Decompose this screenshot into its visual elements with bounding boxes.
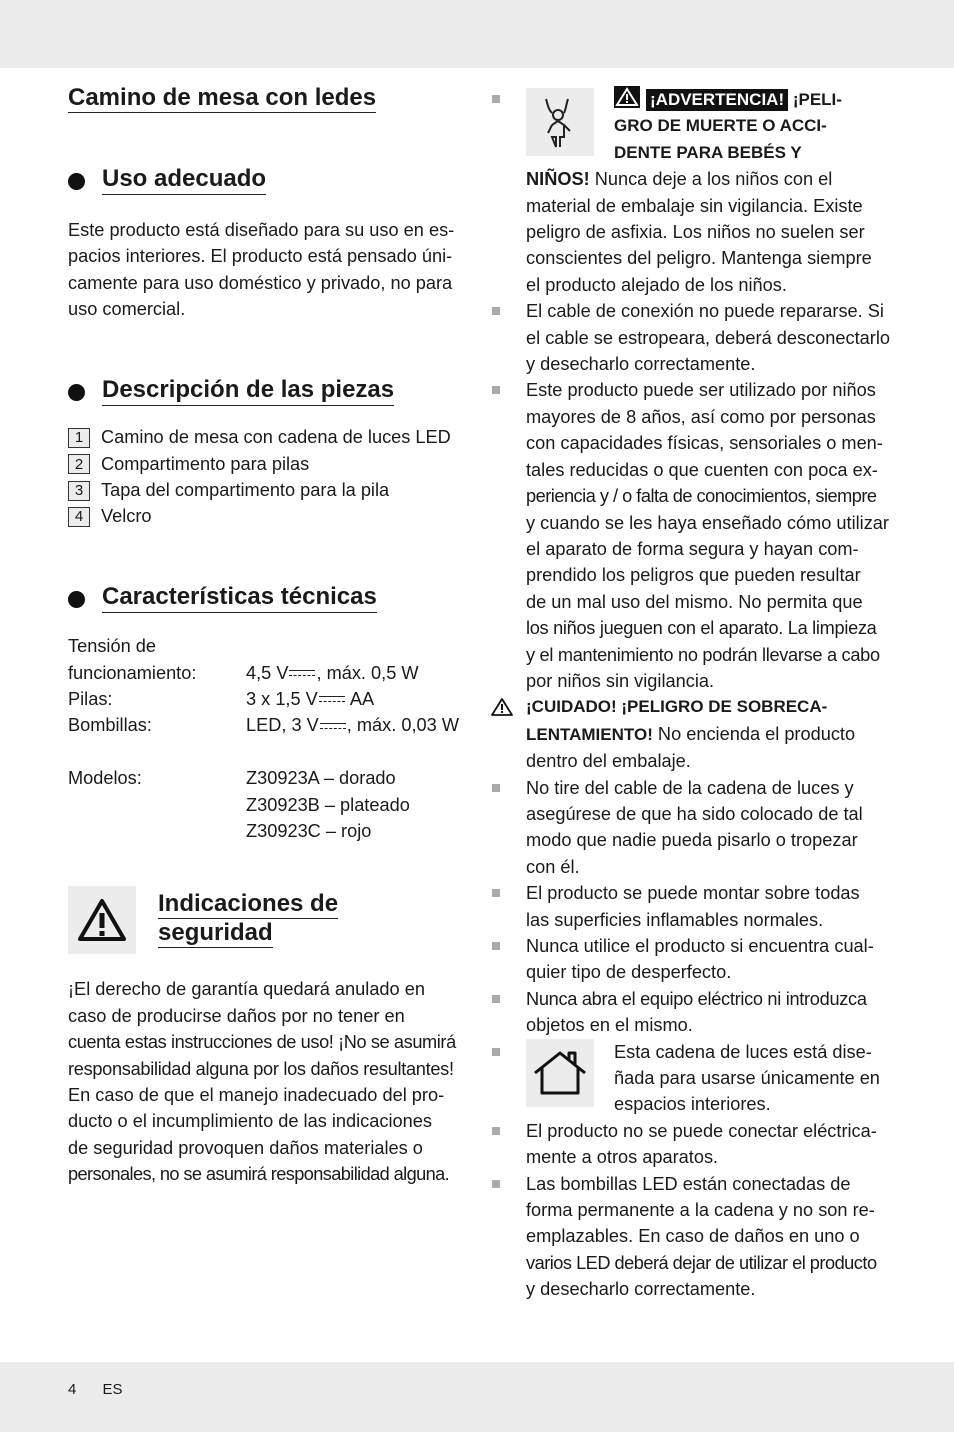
square-bullet-icon [492, 1048, 500, 1056]
warning-triangle-icon [68, 886, 136, 954]
dc-symbol-icon [319, 695, 345, 705]
square-bullet-icon [492, 95, 500, 103]
list-item: 4 Velcro [68, 504, 464, 530]
dc-symbol-icon [320, 722, 346, 732]
top-band [0, 0, 954, 68]
section-heading-seguridad: Indicaciones de seguridad [68, 886, 464, 956]
list-item: Esta cadena de luces está dise- ñada para usarse únicamente en espacios interiores. [490, 1039, 890, 1118]
list-item: El producto se puede montar sobre todas las superficies inflamables normales. [490, 880, 890, 933]
seguridad-paragraph: ¡El derecho de garantía quedará anulado en caso de producirse daños por no tener en cuenta estas instrucciones de uso! ¡No se asumirá responsabilidad alguna por los daños resultantes! En caso de que el manejo inadecuado del pro- ducto o el incumplimiento de las indicaciones de seguridad provoquen daños materiales o personales, no se asumirá responsabilidad alguna. [68, 979, 456, 1185]
bullet-dot-icon [68, 173, 85, 190]
list-item: Este producto puede ser utilizado por niños mayores de 8 años, así como por personas con capacidades físicas, sensoriales o men- tales reducidas o que cuenten con poca ex- periencia y / o falta de conocimientos, siempre y cuando se les haya enseñado cómo utilizar el aparato de forma segura y hayan com- prendido los peligros que pueden resultar de un mal uso del mismo. No permita que los niños jueguen con el aparato. La limpieza y el mantenimiento no podrán llevarse a cabo por niños sin vigilancia. [490, 377, 890, 694]
section-heading-piezas: Descripción de las piezas [68, 375, 464, 406]
section-heading-uso: Uso adecuado [68, 164, 464, 195]
warning-label: ¡ADVERTENCIA! [646, 89, 788, 111]
square-bullet-icon [492, 1127, 500, 1135]
right-column [490, 84, 890, 1303]
section-heading-tecnicas: Características técnicas [68, 582, 464, 613]
page-number: 4 [68, 1381, 77, 1398]
child-with-cord-icon [526, 88, 594, 156]
square-bullet-icon [492, 1180, 500, 1188]
uso-paragraph: Este producto está diseñado para su uso en es- pacios interiores. El producto está pensado úni- camente para uso doméstico y privado, no para uso comercial. [68, 220, 455, 320]
square-bullet-icon [492, 995, 500, 1003]
list-item: 2 Compartimento para pilas [68, 451, 464, 477]
list-item: 1 Camino de mesa con cadena de luces LED [68, 425, 464, 451]
left-column [68, 84, 464, 1188]
square-bullet-icon [492, 307, 500, 315]
parts-list [68, 425, 464, 531]
list-item: Nunca abra el equipo eléctrico ni introduzca objetos en el mismo. [490, 986, 890, 1039]
warning-triangle-icon [490, 697, 514, 722]
warning-triangle-icon [614, 86, 640, 108]
list-item: El producto no se puede conectar eléctrica- mente a otros aparatos. [490, 1118, 890, 1171]
list-item: El cable de conexión no puede repararse. Si el cable se estropeara, deberá desconectarlo y desecharlo correctamente. [490, 298, 890, 377]
list-item: Nunca utilice el producto si encuentra cual- quier tipo de desperfecto. [490, 933, 890, 986]
list-item: No tire del cable de la cadena de luces y asegúrese de que ha sido colocado de tal modo que nadie pueda pisarlo o tropezar con él. [490, 775, 890, 881]
list-item: ¡ADVERTENCIA! ¡PELI- GRO DE MUERTE O ACCI- DENTE PARA BEBÉS Y NIÑOS! Nunca deje a los niños con el material de embalaje sin vigilancia. Existe peligro de asfixia. Los niños no suelen ser conscientes del peligro. Mantenga siempre el producto alejado de los niños. [490, 84, 890, 298]
bullet-dot-icon [68, 591, 85, 608]
page-title: Camino de mesa con ledes [68, 84, 377, 111]
list-item: 3 Tapa del compartimento para la pila [68, 477, 464, 503]
list-item: ¡CUIDADO! ¡PELIGRO DE SOBRECA- LENTAMIENTO! No encienda el producto dentro del embalaje. [490, 694, 890, 774]
dc-symbol-icon [289, 669, 315, 679]
square-bullet-icon [492, 386, 500, 394]
list-item: Las bombillas LED están conectadas de forma permanente a la cadena y no son re- emplazables. En caso de daños en uno o varios LED deberá dejar de utilizar el producto y desecharlo correctamente. [490, 1171, 890, 1303]
language-code: ES [102, 1381, 123, 1398]
square-bullet-icon [492, 942, 500, 950]
page-footer [68, 1381, 145, 1398]
spec-table: Tensión de funcionamiento: 4,5 V , máx. 0,5 W Pilas: 3 x 1,5 V AA Bombillas: LED, 3 V , máx. 0,03 W Modelos: Z30923A – dorado Z30923B – plateado Z30923C – rojo [68, 636, 459, 841]
bullet-dot-icon [68, 384, 85, 401]
house-icon [526, 1039, 594, 1107]
square-bullet-icon [492, 784, 500, 792]
square-bullet-icon [492, 889, 500, 897]
